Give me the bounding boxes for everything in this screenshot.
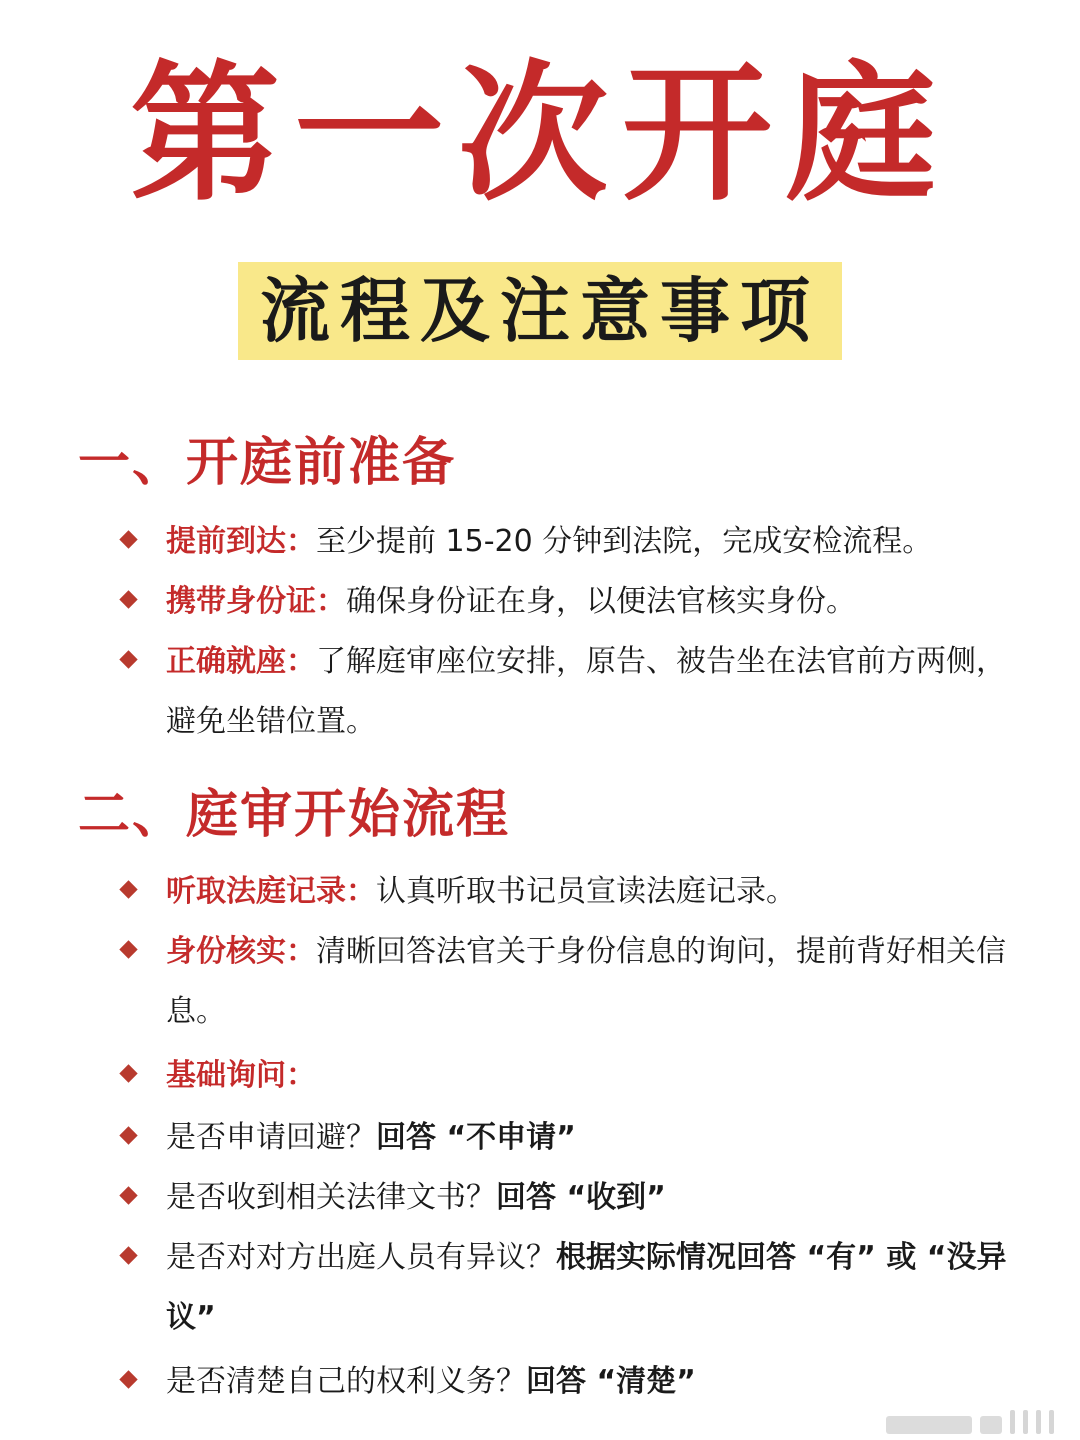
item-label: 身份核实：	[166, 934, 316, 969]
watermark-stick	[1049, 1410, 1054, 1434]
list-item	[122, 922, 1022, 1042]
item-text: 清晰回答法官关于身份信息的询问，提前背好相关信息。	[166, 934, 1006, 1029]
page-title: 第一次开庭	[129, 48, 950, 222]
question-item	[122, 1168, 1022, 1228]
watermark-bar	[980, 1416, 1002, 1434]
watermark-bar	[886, 1416, 972, 1434]
item-body	[166, 1352, 1022, 1412]
diamond-bullet-icon	[119, 1064, 137, 1082]
answer-text: 回答 “不申请”	[376, 1120, 576, 1155]
answer-text: 根据实际情况回答 “有” 或 “没异议”	[166, 1240, 1007, 1335]
question-text: 是否收到相关法律文书？	[166, 1180, 496, 1215]
section-heading-prep: 一、开庭前准备	[78, 433, 457, 493]
list-item	[122, 862, 1022, 922]
diamond-bullet-icon	[119, 1126, 137, 1144]
item-label: 携带身份证：	[166, 584, 346, 619]
item-text: 了解庭审座位安排，原告、被告坐在法官前方两侧，避免坐错位置。	[166, 644, 1006, 739]
question-item	[122, 1228, 1022, 1348]
question-text: 是否清楚自己的权利义务？	[166, 1364, 526, 1399]
watermark-stick	[1036, 1410, 1041, 1434]
diamond-bullet-icon	[119, 1246, 137, 1264]
item-body	[166, 632, 1022, 752]
item-body	[166, 862, 1022, 922]
list-item	[122, 572, 1022, 632]
diamond-bullet-icon	[119, 1370, 137, 1388]
item-body	[166, 1228, 1022, 1348]
item-body	[166, 922, 1022, 1042]
question-item	[122, 1108, 1022, 1168]
answer-text: 回答 “清楚”	[526, 1364, 696, 1399]
subtitle-highlight: 流程及注意事项	[238, 262, 842, 360]
item-label: 基础询问：	[166, 1058, 316, 1093]
list-item	[122, 632, 1022, 752]
item-label: 提前到达：	[166, 524, 316, 559]
item-body	[166, 572, 1022, 632]
question-item	[122, 1352, 1022, 1412]
question-text: 是否申请回避？	[166, 1120, 376, 1155]
item-body	[166, 512, 1022, 572]
item-text: 认真听取书记员宣读法庭记录。	[376, 874, 796, 909]
item-text: 至少提前 15-20 分钟到法院，完成安检流程。	[316, 524, 933, 559]
subtitle-wrap	[0, 262, 1080, 360]
list-item	[122, 1046, 1022, 1106]
diamond-bullet-icon	[119, 940, 137, 958]
watermark-stick	[1023, 1410, 1028, 1434]
watermark-stick	[1010, 1410, 1015, 1434]
item-text: 确保身份证在身，以便法官核实身份。	[346, 584, 856, 619]
list-item	[122, 512, 1022, 572]
diamond-bullet-icon	[119, 1186, 137, 1204]
diamond-bullet-icon	[119, 590, 137, 608]
item-body	[166, 1108, 1022, 1168]
section-heading-process: 二、庭审开始流程	[78, 785, 511, 845]
item-label: 正确就座：	[166, 644, 316, 679]
item-label: 听取法庭记录：	[166, 874, 376, 909]
watermark-icon	[886, 1410, 1054, 1434]
item-body	[166, 1168, 1022, 1228]
diamond-bullet-icon	[119, 650, 137, 668]
answer-text: 回答 “收到”	[496, 1180, 666, 1215]
item-body	[166, 1046, 1022, 1106]
diamond-bullet-icon	[119, 530, 137, 548]
diamond-bullet-icon	[119, 880, 137, 898]
question-text: 是否对对方出庭人员有异议？	[166, 1240, 556, 1275]
